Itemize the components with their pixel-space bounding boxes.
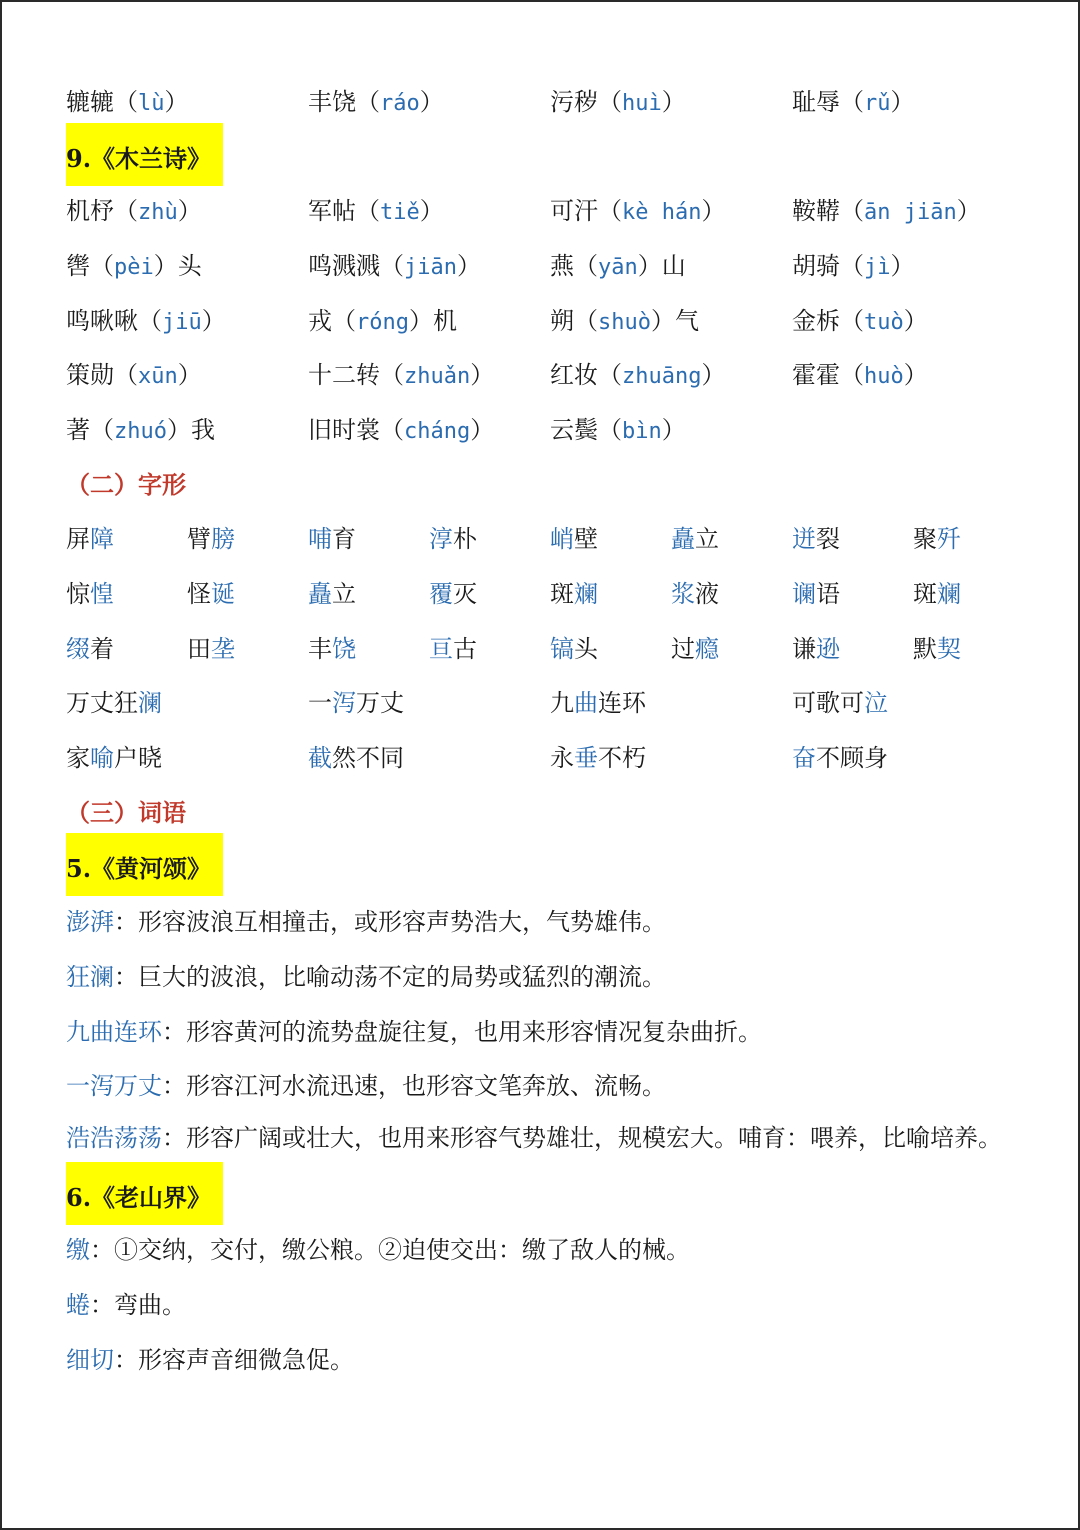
idiom-entry: 截然不同 [308, 744, 404, 773]
glyph-entry: 臂膀 [187, 525, 235, 554]
glyph-entry: 镐头 [550, 634, 598, 663]
pinyin-entry: 胡骑（jì） [792, 251, 915, 280]
pinyin-entry: 著（zhuó）我 [66, 415, 215, 444]
idiom-entry: 一泻万丈 [308, 689, 404, 718]
definition-text: 形容江河水流迅速，也形容文笔奔放、流畅。 [186, 1072, 666, 1101]
definition-row: 澎湃 ： 形容波浪互相撞击，或形容声势浩大，气势雄伟。 [66, 892, 1026, 947]
lesson-heading-laoshan: 6.《老山界》 [66, 1162, 223, 1225]
idiom-entry: 家喻户晓 [66, 744, 162, 773]
lesson-heading-row [66, 127, 1026, 182]
glyph-entry: 迸裂 [792, 525, 840, 554]
definition-row: 狂澜 ： 巨大的波浪，比喻动荡不定的局势或猛烈的潮流。 [66, 947, 1026, 1002]
glyph-entry: 怪诞 [187, 580, 235, 609]
definition-term: 澎湃 [66, 908, 114, 937]
document-content [66, 72, 1026, 1385]
idiom-entry: 可歌可泣 [792, 689, 888, 718]
lesson-heading-row [66, 1166, 1026, 1221]
definition-row: 蜷 ： 弯曲。 [66, 1275, 1026, 1330]
pinyin-entry: 旧时裳（cháng） [308, 415, 495, 444]
pinyin-row [66, 236, 1026, 291]
pinyin-entry: 燕（yān）山 [550, 251, 686, 280]
section-heading-row [66, 783, 1026, 838]
pinyin-entry: 机杼（zhù） [66, 197, 202, 226]
definition-text: 形容广阔或壮大，也用来形容气势雄壮，规模宏大。哺育：喂养，比喻培养。 [186, 1124, 1002, 1153]
pinyin-row [66, 291, 1026, 346]
lesson-heading-huanghe: 5.《黄河颂》 [66, 833, 223, 896]
glyph-entry: 覆灭 [429, 580, 477, 609]
glyph-entry: 浆液 [671, 580, 719, 609]
glyph-entry: 聚歼 [913, 525, 961, 554]
glyph-entry: 哺育 [308, 525, 356, 554]
idiom-entry: 奋不顾身 [792, 744, 888, 773]
definition-row: 细切 ： 形容声音细微急促。 [66, 1330, 1026, 1385]
pinyin-entry: 鞍鞯（ān jiān） [792, 197, 981, 226]
glyph-entry: 亘古 [429, 634, 477, 663]
definition-term: 九曲连环 [66, 1017, 162, 1046]
pinyin-entry: 鸣溅溅（jiān） [308, 251, 481, 280]
glyph-entry: 丰饶 [308, 634, 356, 663]
pinyin-row [66, 400, 1026, 455]
glyph-entry: 矗立 [671, 525, 719, 554]
definition-text: 形容黄河的流势盘旋往复，也用来形容情况复杂曲折。 [186, 1017, 762, 1046]
idiom-row [66, 674, 1026, 729]
definition-text: 形容波浪互相撞击，或形容声势浩大，气势雄伟。 [138, 908, 666, 937]
definition-text: ①交纳，交付，缴公粮。②迫使交出：缴了敌人的械。 [114, 1236, 690, 1265]
section-heading-zixing: （二）字形 [66, 469, 186, 499]
definition-term: 狂澜 [66, 962, 114, 991]
pinyin-entry: 戎（róng）机 [308, 306, 457, 335]
lesson-heading-row [66, 838, 1026, 893]
pinyin-entry: 鸣啾啾（jiū） [66, 306, 226, 335]
definition-term: 缴 [66, 1236, 90, 1265]
pinyin-entry: 可汗（kè hán） [550, 197, 726, 226]
definition-term: 浩浩荡荡 [66, 1124, 162, 1153]
glyph-entry: 斑斓 [913, 580, 961, 609]
glyph-entry: 默契 [913, 634, 961, 663]
pinyin-row [66, 345, 1026, 400]
glyph-entry: 缀着 [66, 634, 114, 663]
definition-term: 蜷 [66, 1290, 90, 1319]
idiom-row [66, 728, 1026, 783]
lesson-heading-mulan: 9.《木兰诗》 [66, 123, 223, 186]
definition-row: 缴 ： ①交纳，交付，缴公粮。②迫使交出：缴了敌人的械。 [66, 1220, 1026, 1275]
glyph-entry: 矗立 [308, 580, 356, 609]
glyph-entry: 田垄 [187, 634, 235, 663]
glyph-row [66, 510, 1026, 565]
pinyin-entry: 红妆（zhuāng） [550, 361, 726, 390]
glyph-row [66, 619, 1026, 674]
glyph-entry: 淳朴 [429, 525, 477, 554]
definition-text: 弯曲。 [114, 1290, 186, 1319]
glyph-row [66, 564, 1026, 619]
definition-row: 九曲连环 ： 形容黄河的流势盘旋往复，也用来形容情况复杂曲折。 [66, 1002, 1026, 1057]
pinyin-entry: 丰饶（ráo） [308, 87, 444, 116]
definition-row: 浩浩荡荡：形容广阔或壮大，也用来形容气势雄壮，规模宏大。哺育：喂养，比喻培养。 [66, 1124, 1002, 1153]
glyph-entry: 峭壁 [550, 525, 598, 554]
pinyin-entry: 辘辘（lù） [66, 87, 189, 116]
idiom-entry: 永垂不朽 [550, 744, 646, 773]
glyph-entry: 过瘾 [671, 634, 719, 663]
idiom-entry: 九曲连环 [550, 689, 646, 718]
pinyin-entry: 朔（shuò）气 [550, 306, 699, 335]
glyph-entry: 屏障 [66, 525, 114, 554]
glyph-entry: 斑斓 [550, 580, 598, 609]
glyph-entry: 惊惶 [66, 580, 114, 609]
definition-text: 巨大的波浪，比喻动荡不定的局势或猛烈的潮流。 [138, 962, 666, 991]
pinyin-entry: 策勋（xūn） [66, 361, 202, 390]
pinyin-entry: 军帖（tiě） [308, 197, 444, 226]
definition-term: 一泻万丈 [66, 1072, 162, 1101]
pinyin-entry: 辔（pèi）头 [66, 251, 202, 280]
section-heading-row [66, 455, 1026, 510]
definition-text: 形容声音细微急促。 [138, 1345, 354, 1374]
glyph-entry: 谰语 [792, 580, 840, 609]
section-heading-ciyu: （三）词语 [66, 797, 186, 827]
pinyin-row [66, 181, 1026, 236]
pinyin-entry: 污秽（huì） [550, 87, 686, 116]
pinyin-entry: 耻辱（rǔ） [792, 87, 915, 116]
pinyin-entry: 霍霍（huò） [792, 361, 928, 390]
pinyin-entry: 云鬓（bìn） [550, 415, 686, 444]
definition-row: 一泻万丈 ： 形容江河水流迅速，也形容文笔奔放、流畅。 [66, 1056, 1026, 1111]
idiom-entry: 万丈狂澜 [66, 689, 162, 718]
pinyin-row [66, 72, 1026, 127]
definition-term: 细切 [66, 1345, 114, 1374]
glyph-entry: 谦逊 [792, 634, 840, 663]
pinyin-entry: 十二转（zhuǎn） [308, 361, 495, 390]
pinyin-entry: 金柝（tuò） [792, 306, 928, 335]
